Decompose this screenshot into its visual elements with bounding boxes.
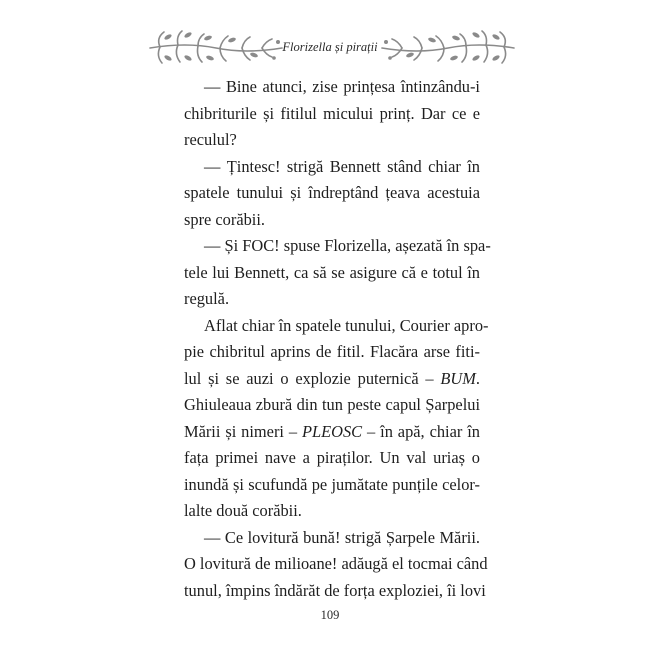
- text-line: lalte două corăbii.: [184, 501, 302, 520]
- text-line: — Și FOC! spuse Florizella, așezată în spa-: [204, 236, 491, 255]
- vine-ornament-right-icon: [378, 28, 518, 68]
- text-line: O lovitură de milioane! adăugă el tocmai când: [184, 554, 488, 573]
- page-number: 109: [320, 608, 340, 622]
- text-line: regulă.: [184, 289, 230, 308]
- text-line: Ghiuleaua zbură din tun peste capul Șarpelui: [184, 395, 480, 414]
- text-line: reculul?: [184, 130, 237, 149]
- running-header: [0, 28, 660, 68]
- text-line: — Bine atunci, zise prințesa întinzându-i: [204, 77, 480, 96]
- text-line: spatele tunului și îndreptând țeava acestuia: [184, 183, 480, 202]
- text-line: Aflat chiar în spatele tunului, Courier apro-: [204, 315, 489, 335]
- text-line: fața primei nave a piraților. Un val uriaș o: [184, 448, 480, 467]
- text-line: tele lui Bennett, ca să se asigure că e totul în: [184, 262, 480, 282]
- text-line: chibriturile și fitilul micului prinț. Dar ce e: [184, 103, 480, 123]
- text-line: lul și se auzi o explozie puternică – BUM.: [184, 368, 480, 388]
- text-line: pie chibritul aprins de fitil. Flacăra arse fiti-: [184, 342, 480, 361]
- text-line: inundă și scufundă pe jumătate punțile celor-: [184, 474, 480, 494]
- text-line: tunul, împins îndărăt de forța exploziei, îi lovi: [184, 580, 486, 600]
- body-text: [184, 74, 491, 604]
- text-line: Mării și nimeri – PLEOSC – în apă, chiar în: [184, 421, 480, 441]
- running-title: Florizella și pirații: [282, 40, 378, 54]
- text-line: — Țintesc! strigă Bennett stând chiar în: [204, 156, 480, 176]
- text-line: — Ce lovitură bună! strigă Șarpele Mării.: [204, 527, 480, 547]
- text-line: spre corăbii.: [184, 209, 266, 229]
